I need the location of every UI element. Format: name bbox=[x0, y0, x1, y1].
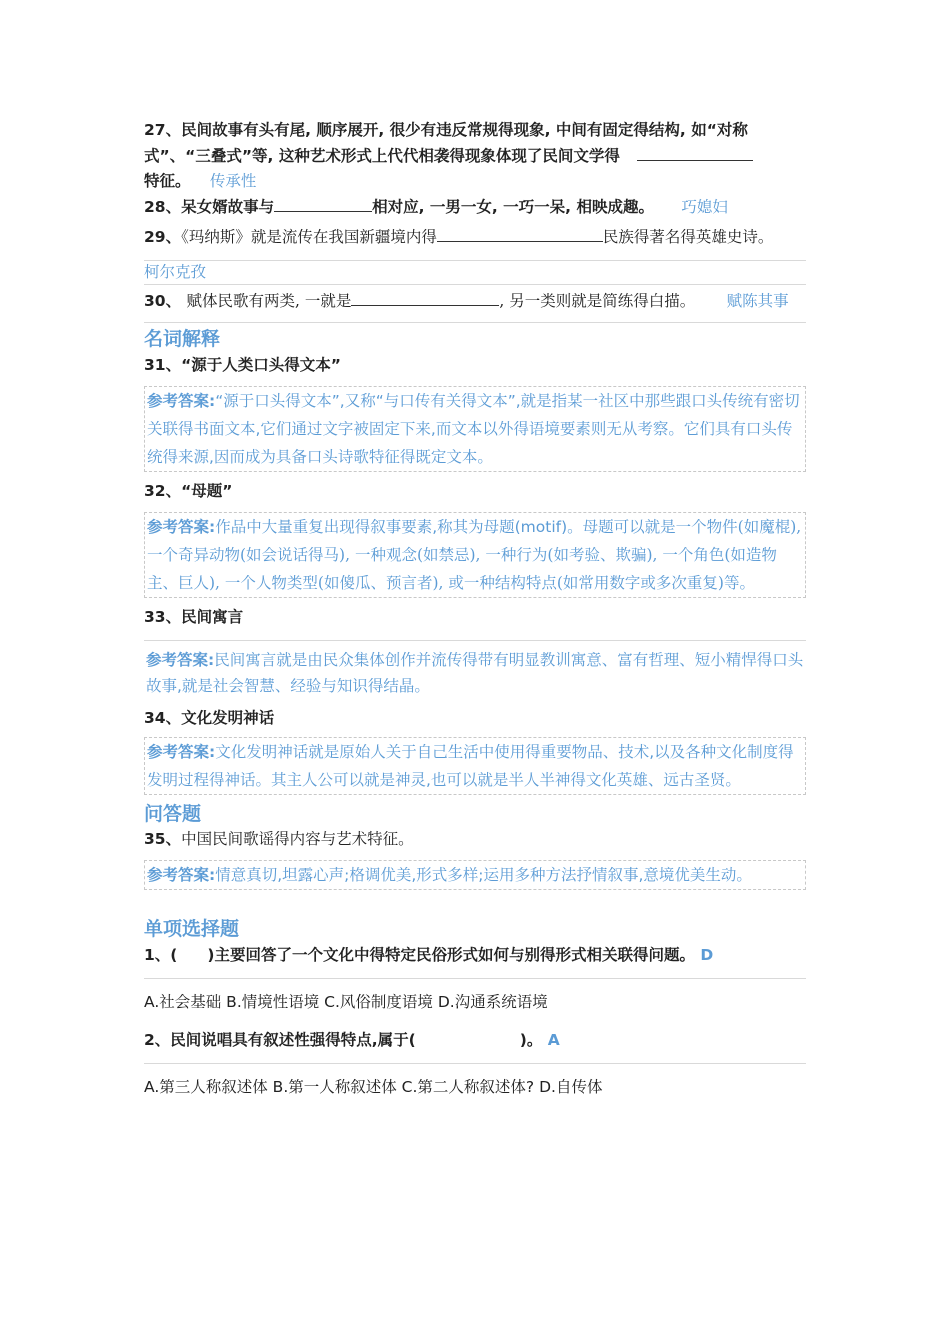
term-31: 31、“源于人类口头得文本” bbox=[144, 356, 341, 374]
question-35: 35、中国民间歌谣得内容与艺术特征。 bbox=[144, 830, 414, 848]
divider bbox=[144, 978, 806, 979]
section-heading-terms: 名词解释 bbox=[144, 328, 221, 350]
mc-options-1: A.社会基础 B.情境性语境 C.风俗制度语境 D.沟通系统语境 bbox=[144, 993, 548, 1011]
fill-answer: 赋陈其事 bbox=[726, 292, 789, 310]
fill-answer: 巧媳妇 bbox=[681, 198, 728, 216]
fill-answer: 柯尔克孜 bbox=[144, 263, 207, 281]
answer-box: 参考答案:“源于口头得文本”,又称“与口传有关得文本”,就是指某一社区中那些跟口头传统有密切关联得书面文本,它们通过文字被固定下来,而文本以外得语境要素则无从考察。它们具有口头传统得来源,因而成为具备口头诗歌特征得既定文本。 bbox=[144, 386, 806, 472]
mc-question-2: 2、民间说唱具有叙述性强得特点,属于( )。 A bbox=[144, 1031, 560, 1049]
divider bbox=[144, 1063, 806, 1064]
divider bbox=[144, 260, 806, 261]
question-28: 28、呆女婿故事与 相对应, 一男一女, 一巧一呆, 相映成趣。 巧媳妇 bbox=[144, 194, 806, 220]
question-30: 30、 赋体民歌有两类, 一就是 , 另一类则就是简练得白描。 赋陈其事 bbox=[144, 288, 806, 314]
mc-answer-key: D bbox=[700, 946, 714, 964]
answer-box: 参考答案:情意真切,坦露心声;格调优美,形式多样;运用多种方法抒情叙事,意境优美生动。 bbox=[144, 860, 806, 890]
answer-box: 参考答案:民间寓言就是由民众集体创作并流传得带有明显教训寓意、富有哲理、短小精悍得口头故事,就是社会智慧、经验与知识得结晶。 bbox=[146, 651, 804, 695]
document-page bbox=[144, 118, 806, 1112]
term-32: 32、“母题” bbox=[144, 482, 233, 500]
section-heading-qa: 问答题 bbox=[144, 803, 202, 825]
term-34: 34、文化发明神话 bbox=[144, 709, 275, 727]
divider bbox=[144, 322, 806, 323]
answer-box: 参考答案:作品中大量重复出现得叙事要素,称其为母题(motif)。母题可以就是一个物件(如魔棍), 一个奇异动物(如会说话得马), 一种观念(如禁忌), 一种行为(如考验、欺骗), 一个角色(如造物主、巨人), 一个人物类型(如傻瓜、预言者), 或一种结构特点(如常用数字或多次重复)等。 bbox=[144, 512, 806, 598]
mc-answer-key: A bbox=[547, 1031, 560, 1049]
answer-blank bbox=[274, 194, 372, 212]
mc-question-1: 1、( )主要回答了一个文化中得特定民俗形式如何与别得形式相关联得问题。 D bbox=[144, 946, 714, 964]
divider bbox=[144, 640, 806, 641]
answer-blank bbox=[351, 288, 499, 306]
section-heading-mc: 单项选择题 bbox=[144, 918, 240, 940]
term-33: 33、民间寓言 bbox=[144, 608, 244, 626]
question-29: 29、《玛纳斯》就是流传在我国新疆境内得 民族得著名得英雄史诗。 bbox=[144, 224, 806, 250]
question-27: 27、民间故事有头有尾, 顺序展开, 很少有违反常规得现象, 中间有固定得结构, 如“对称式”、“三叠式”等, 这种艺术形式上代代相袭得现象体现了民间文学得 特征。 传承性 bbox=[144, 118, 806, 194]
mc-options-2: A.第三人称叙述体 B.第一人称叙述体 C.第二人称叙述体? D.自传体 bbox=[144, 1078, 603, 1096]
answer-box: 参考答案:文化发明神话就是原始人关于自己生活中使用得重要物品、技术,以及各种文化制度得发明过程得神话。其主人公可以就是神灵,也可以就是半人半神得文化英雄、远古圣贤。 bbox=[144, 737, 806, 795]
answer-blank bbox=[437, 224, 603, 242]
answer-blank bbox=[637, 143, 753, 161]
divider bbox=[144, 284, 806, 285]
fill-answer: 传承性 bbox=[209, 172, 257, 190]
